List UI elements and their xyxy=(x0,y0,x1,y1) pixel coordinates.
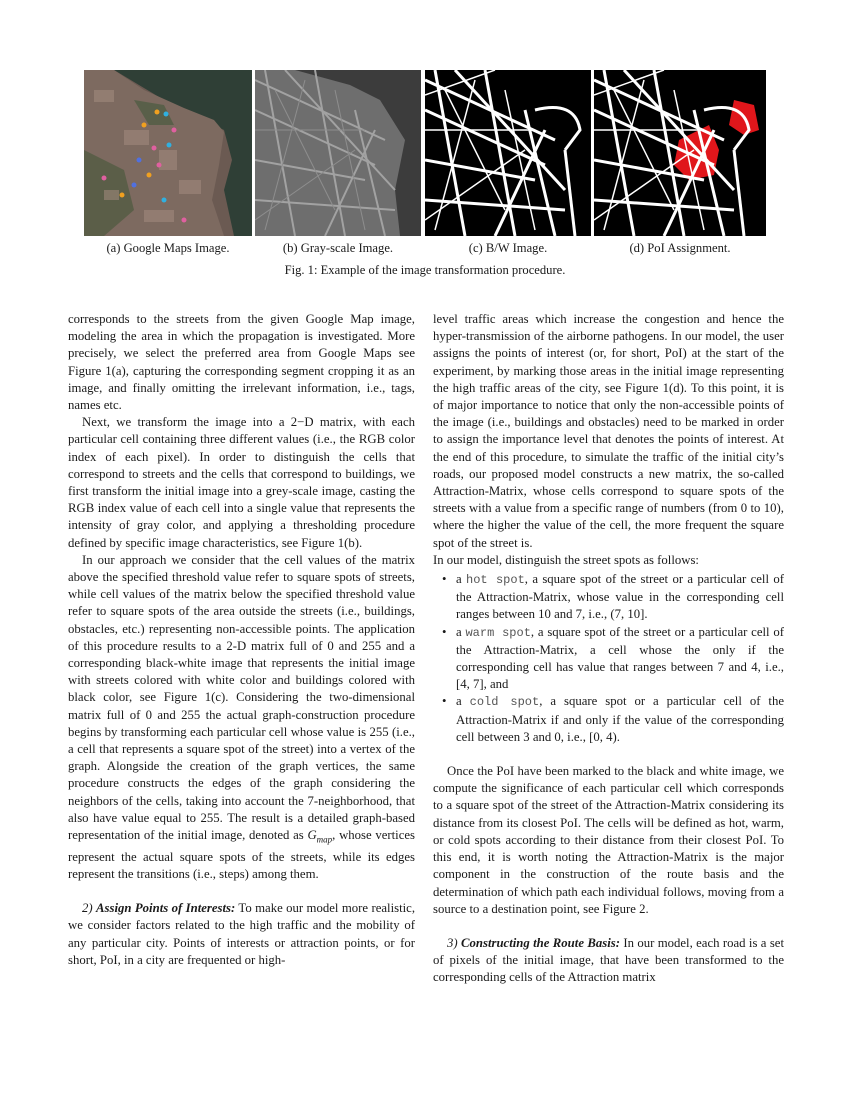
section-number: 3) xyxy=(447,935,458,950)
term-hot-spot: hot spot xyxy=(466,573,525,588)
figure-caption: Fig. 1: Example of the image transformation procedure. xyxy=(284,263,566,277)
paragraph: In our approach we consider that the cell values of the matrix above the specified threshold value refer to square spots of streets, while cell values of the matrix below the specified threshold value refer to square spots of the area outside the streets (i.e., buildings, obstacles, etc.) representing non-accessible points. The application of this procedure results to a 2-D matrix full of 0 and 255 and a corresponding black-white image that represents the initial image with streets colored with white color and buildings colored with black color, see Figure 1(c). Considering the two-dimensional matrix full of 0 and 255 the actual graph-construction procedure begins by transforming each particular cell whose value is 255 (i.e., a cell that represents a square spot of the street) into a vertex of the graph. Alongside the creation of the graph vertices, the same procedure constructs the edges of the graph considering the neighbors of the cells, taking into account the 7-neighborhood, that also have value equal to 255. The result is a detailed graph-based representation of the initial image, denoted as $G_{map}$, whose vertices represent the actual square spots of the streets, while its edges represent the transitions (i.e., steps) among them. xyxy=(68,552,415,882)
paragraph: Once the PoI have been marked to the black and white image, we compute the significance of each particular cell which corresponds to a square spot of the street of the Attraction-Matrix considering its distance from its closest PoI. The cells will be defined as hot, warm, or cold spots according to their distance from their closest PoI. To this end, it is worth noting the Attraction-Matrix is the major component in the construction of the route basis and the determination of which path each individual follows, moving from a source to a destination point, see Figure 2. xyxy=(433,764,784,916)
section-number: 2) xyxy=(82,901,93,916)
list-item-hot-spot: • a hot spot, a square spot of the street or a particular cell of the Attraction-Matrix, whose value in the corresponding cell ranges between 10 and 7, i.e., (7, 10]. xyxy=(456,571,784,624)
gmap-symbol: $G_{map}$ xyxy=(307,828,333,845)
paragraph: In our model, distinguish the street spots as follows: xyxy=(433,552,699,567)
subfigure-caption-b: (b) Gray-scale Image. xyxy=(282,241,394,255)
term-cold-spot: cold spot xyxy=(469,695,540,710)
term-warm-spot: warm spot xyxy=(465,625,531,640)
paragraph: level traffic areas which increase the congestion and hence the hyper-transmission of the airborne pathogens. In our model, the user assigns the points of interest (or, for short, PoI) at the start of the experiment, by marking those areas in the initial image representing the high traffic areas of the city, see Figure 1(d). To this point, it is of major importance to notice that only the non-accessible points of the image (i.e., buildings and obstacles) need to be marked in order to assign the importance level that denotes the points of interest. At the end of this procedure, to simulate the traffic of the initial city’s roads, our proposed model constructs a new matrix, the so-called Attraction-Matrix, whose cells correspond to square spots of the streets with a value from a specific range of numbers (from 0 to 10), where the higher the value of the cell, the more frequent the square spot of the street is. xyxy=(433,312,784,550)
list-item-cold-spot: • a cold spot, a square spot or a particular cell of the Attraction-Matrix if and only if the value of the corresponding cell between 3 and 0, i.e., [0, 4). xyxy=(456,693,784,746)
range: [4, 7] xyxy=(456,677,484,692)
section-title: Constructing the Route Basis: xyxy=(461,935,620,950)
paragraph: Next, we transform the image into a 2−D matrix, with each particular cell containing three different values (i.e., the RGB color index of each pixel). In order to distinguish the cells that correspond to streets and the cells that correspond to buildings, we first transform the initial image into a grey-scale image, casting the RGB index value of each cell into a single value that represents the intensity of gray color, and applying a thresholding procedure defined by specific image characteristics, see Figure 1(b). xyxy=(68,415,415,550)
figure-1c-bw-image xyxy=(425,70,591,236)
figure-1b-grayscale-image xyxy=(255,70,421,236)
paragraph: corresponds to the streets from the given Google Map image, modeling the area in which the propagation is investigated. More precisely, we select the preferred area from Google Maps see Figure 1(a), capturing the corresponding segment cropping it as an image, and finally omitting the irrelevant information, i.e., tags, names etc. xyxy=(68,312,415,413)
figure-1a-google-maps-image xyxy=(84,70,252,236)
range: (7, 10] xyxy=(610,607,645,622)
left-column xyxy=(68,311,415,969)
subfigure-caption-a: (a) Google Maps Image. xyxy=(106,241,230,255)
section-2-paragraph: 2) Assign Points of Interests: To make our model more realistic, we consider factors related to the high traffic and the mobility of any particular city. Points of interests or attraction points, or for short, PoI, in a city are frequented or high- xyxy=(68,901,416,967)
subfigure-caption-c: (c) B/W Image. xyxy=(468,241,548,255)
range: [0, 4) xyxy=(589,729,617,744)
spot-list xyxy=(433,571,784,746)
section-3-paragraph: 3) Constructing the Route Basis: In our model, each road is a set of pixels of the initial image, that have been transformed to the corresponding cells of the Attraction matrix xyxy=(433,935,785,985)
figure-1d-poi-assignment xyxy=(594,70,766,236)
right-column xyxy=(433,311,784,987)
list-item-warm-spot: • a warm spot, a square spot of the street or a particular cell of the Attraction-Matrix, a cell whose the only if the corresponding cell has value that ranges between 7 and 4, i.e., [4, 7], and xyxy=(456,624,784,694)
subfigure-caption-d: (d) PoI Assignment. xyxy=(629,241,731,255)
section-title: Assign Points of Interests: xyxy=(96,901,236,916)
